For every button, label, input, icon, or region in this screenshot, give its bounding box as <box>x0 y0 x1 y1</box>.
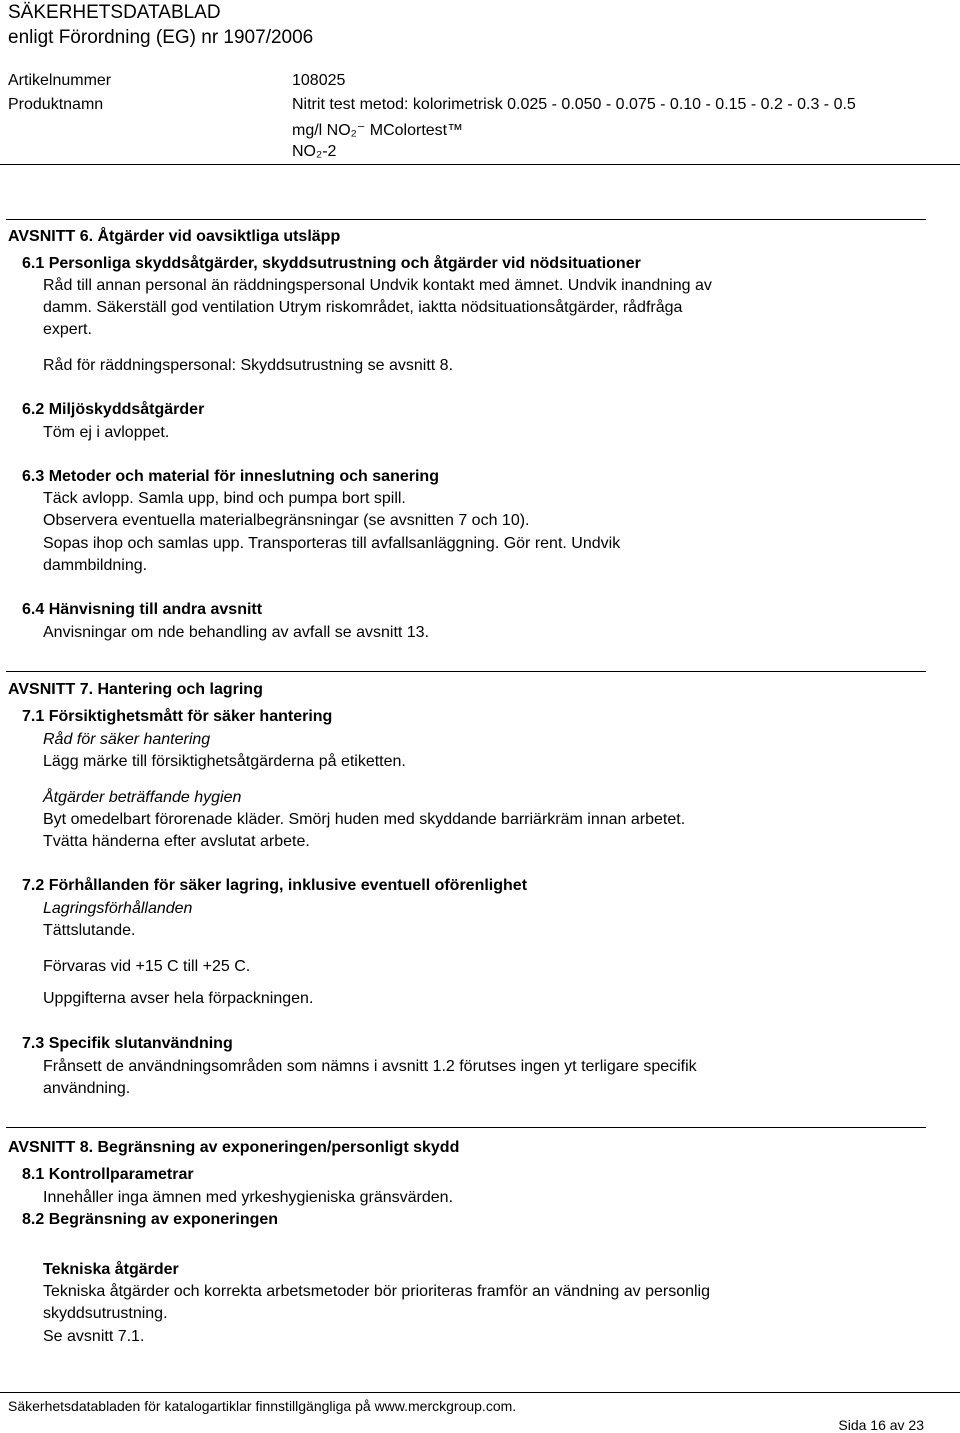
header-divider <box>0 164 960 165</box>
section7-1-heading: 7.1 Försiktighetsmått för säker hantering <box>22 708 333 725</box>
section6-1-line: expert. <box>43 321 92 338</box>
section6-2-heading: 6.2 Miljöskyddsåtgärder <box>22 401 205 418</box>
section7-1-subheading: Råd för säker hantering <box>43 731 211 748</box>
section7-heading: AVSNITT 7. Hantering och lagring <box>8 681 263 698</box>
page-number: Sida 16 av 23 <box>838 1417 924 1433</box>
section6-1-advice: Råd för räddningspersonal: Skyddsutrustning se avsnitt 8. <box>43 357 454 374</box>
section8-1-text: Innehåller inga ämnen med yrkeshygieniska gränsvärden. <box>43 1189 454 1206</box>
document-regulation: enligt Förordning (EG) nr 1907/2006 <box>8 27 314 48</box>
section6-4-heading: 6.4 Hänvisning till andra avsnitt <box>22 601 263 618</box>
section6-3-line: Täck avlopp. Samla upp, bind och pumpa bort spill. <box>43 490 406 507</box>
section7-rule <box>6 671 926 672</box>
section8-rule <box>6 1127 926 1128</box>
section7-3-line: användning. <box>43 1080 131 1097</box>
section6-3-heading: 6.3 Metoder och material för inneslutning och sanering <box>22 468 439 485</box>
section6-3-line: Sopas ihop och samlas upp. Transporteras till avfallsanläggning. Gör rent. Undvik <box>43 535 621 552</box>
section6-2-text: Töm ej i avloppet. <box>43 424 170 441</box>
section7-2-subheading: Lagringsförhållanden <box>43 900 193 917</box>
section8-heading: AVSNITT 8. Begränsning av exponeringen/personligt skydd <box>8 1139 460 1156</box>
section6-3-line: Observera eventuella materialbegränsningar (se avsnitten 7 och 10). <box>43 512 530 529</box>
section6-rule <box>6 219 926 220</box>
section8-2-heading: 8.2 Begränsning av exponeringen <box>22 1211 279 1228</box>
section7-1-hygiene-line: Tvätta händerna efter avslutat arbete. <box>43 833 310 850</box>
section7-2-text: Tättslutande. <box>43 922 136 939</box>
footer-divider <box>0 1392 960 1393</box>
section7-2-text: Uppgifterna avser hela förpackningen. <box>43 990 314 1007</box>
section7-1-text: Lägg märke till försiktighetsåtgärderna på etiketten. <box>43 753 406 770</box>
section7-2-text: Förvaras vid +15 C till +25 C. <box>43 958 251 975</box>
section8-2-line: Tekniska åtgärder och korrekta arbetsmetoder bör prioriteras framför an vändning av personlig <box>43 1283 710 1300</box>
product-name-line2: mg/l NO₂⁻ MColortest™ <box>292 122 464 139</box>
article-number-label: Artikelnummer <box>8 72 112 89</box>
section6-1-line: Råd till annan personal än räddningspersonal Undvik kontakt med ämnet. Undvik inandning av <box>43 277 712 294</box>
section6-heading: AVSNITT 6. Åtgärder vid oavsiktliga utsläpp <box>8 228 341 245</box>
section8-2-line: Se avsnitt 7.1. <box>43 1328 145 1345</box>
section7-1-hygiene-line: Byt omedelbart förorenade kläder. Smörj huden med skyddande barriärkräm innan arbetet. <box>43 811 686 828</box>
article-number-value: 108025 <box>292 72 346 89</box>
product-name-label: Produktnamn <box>8 96 104 113</box>
section8-2-subheading: Tekniska åtgärder <box>43 1261 179 1278</box>
product-name-line3: NO₂-2 <box>292 143 337 160</box>
footer-website-note: Säkerhetsdatabladen för katalogartiklar finnstillgängliga på www.merckgroup.com. <box>8 1398 517 1414</box>
section7-3-heading: 7.3 Specifik slutanvändning <box>22 1035 233 1052</box>
section7-3-line: Frånsett de användningsområden som nämns i avsnitt 1.2 förutses ingen yt terligare specifik <box>43 1058 697 1075</box>
section8-2-line: skyddsutrustning. <box>43 1305 168 1322</box>
section8-1-heading: 8.1 Kontrollparametrar <box>22 1166 194 1183</box>
document-title: SÄKERHETSDATABLAD <box>8 2 221 23</box>
section7-1-hygiene-subheading: Åtgärder beträffande hygien <box>43 789 242 806</box>
section6-3-line: dammbildning. <box>43 557 148 574</box>
section6-4-text: Anvisningar om nde behandling av avfall se avsnitt 13. <box>43 624 430 641</box>
product-name-line1: Nitrit test metod: kolorimetrisk 0.025 - 0.050 - 0.075 - 0.10 - 0.15 - 0.2 - 0.3 - 0.5 <box>292 96 856 113</box>
section6-1-line: damm. Säkerställ god ventilation Utrym riskområdet, iaktta nödsituationsåtgärder, rådfråga <box>43 299 683 316</box>
section7-2-heading: 7.2 Förhållanden för säker lagring, inklusive eventuell oförenlighet <box>22 877 528 894</box>
section6-1-heading: 6.1 Personliga skyddsåtgärder, skyddsutrustning och åtgärder vid nödsituationer <box>22 255 641 272</box>
